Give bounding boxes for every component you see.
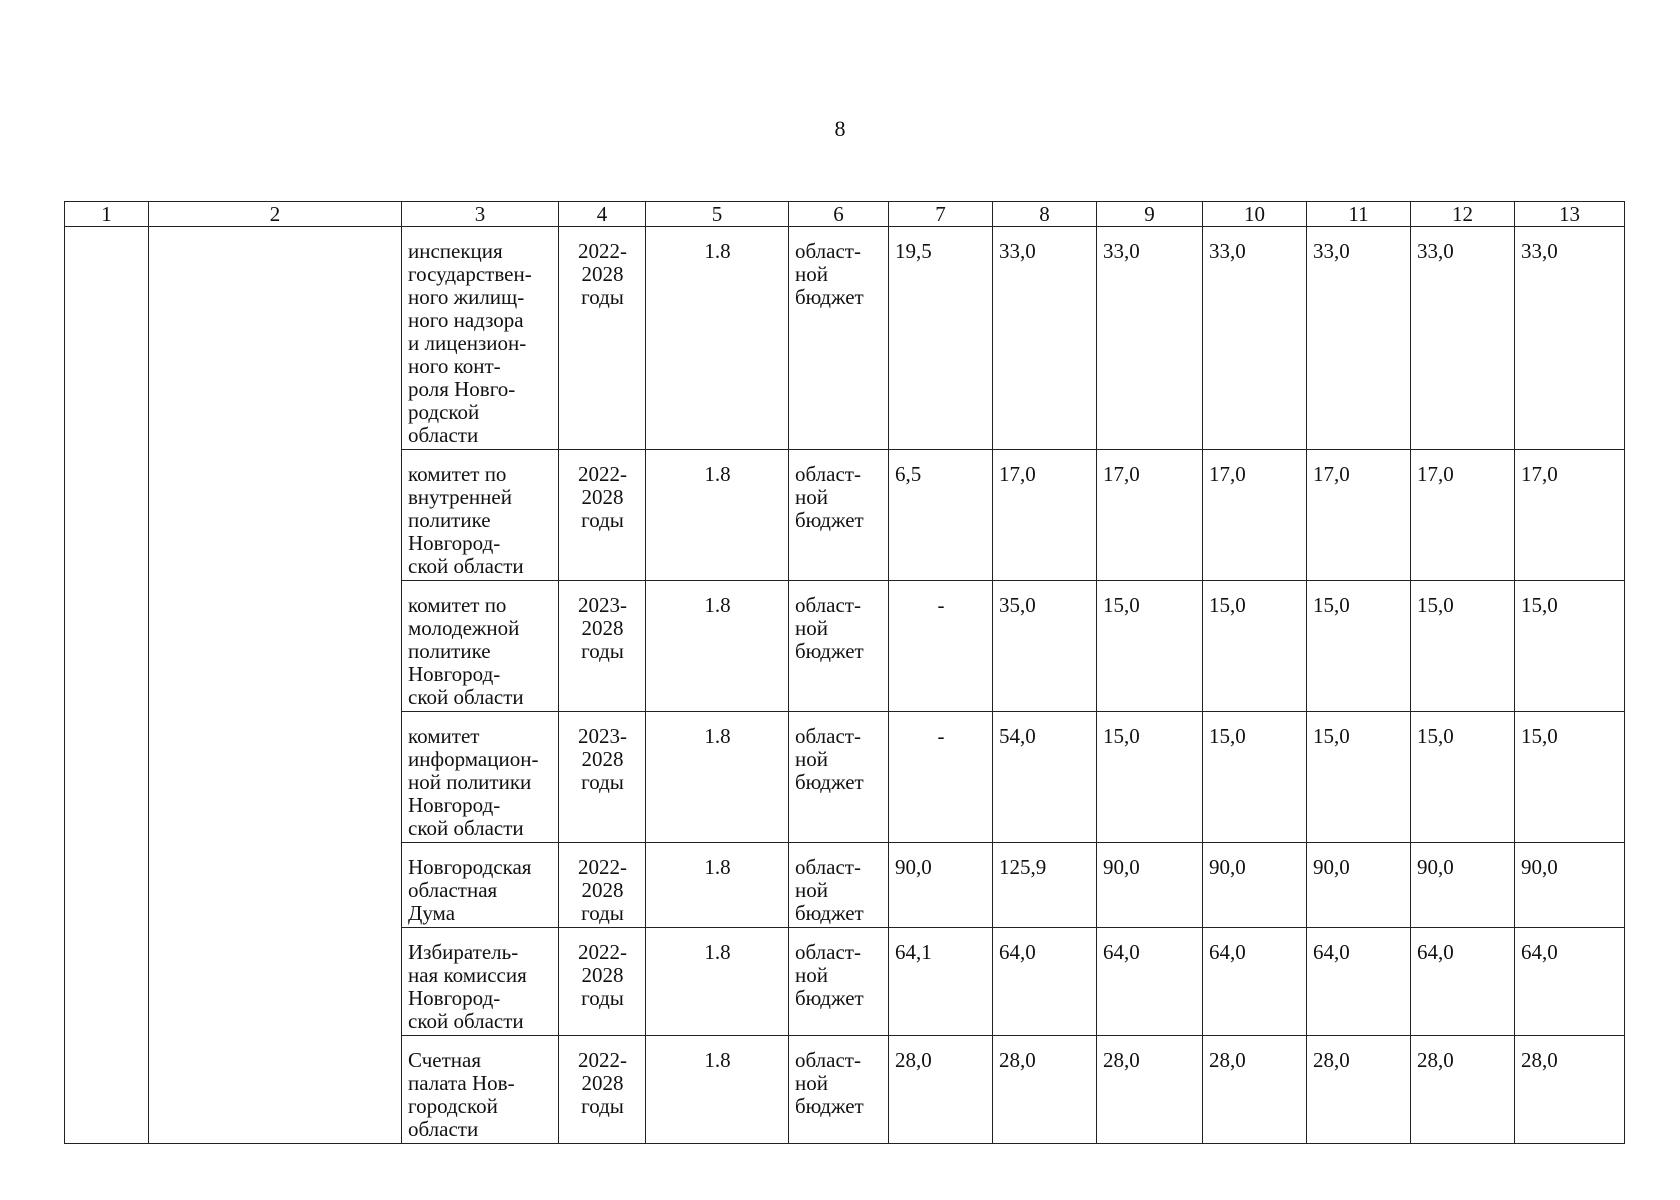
column-number: 5 [646, 202, 789, 227]
column-number: 12 [1411, 202, 1515, 227]
column-number: 8 [993, 202, 1097, 227]
value-cell: 15,0 [1307, 581, 1411, 712]
executor-cell [402, 581, 559, 712]
column-number: 3 [402, 202, 559, 227]
source-text: област- ной бюджет [795, 239, 864, 309]
value-cell: 17,0 [1097, 450, 1203, 581]
value-cell: 64,0 [1515, 928, 1625, 1036]
source-cell [789, 1036, 889, 1144]
column-number: 4 [559, 202, 646, 227]
value-cell: 35,0 [993, 581, 1097, 712]
value-cell: - [889, 581, 993, 712]
column-number-row [65, 202, 1625, 227]
value-cell: 33,0 [1203, 227, 1307, 450]
source-cell [789, 712, 889, 843]
table-row [65, 227, 1625, 450]
source-text: област- ной бюджет [795, 462, 864, 532]
source-text: област- ной бюджет [795, 855, 864, 925]
value-cell: 15,0 [1097, 581, 1203, 712]
value-cell: 33,0 [993, 227, 1097, 450]
period-cell [559, 1036, 646, 1144]
value-cell: 90,0 [1411, 843, 1515, 928]
value-cell: 15,0 [1203, 712, 1307, 843]
period-cell [559, 450, 646, 581]
budget-table [64, 201, 1625, 1144]
value-cell: 64,0 [1203, 928, 1307, 1036]
value-cell: 64,0 [1097, 928, 1203, 1036]
value-cell: 15,0 [1515, 712, 1625, 843]
source-cell [789, 928, 889, 1036]
value-cell: 64,1 [889, 928, 993, 1036]
value-cell: 28,0 [1411, 1036, 1515, 1144]
value-cell: 17,0 [1515, 450, 1625, 581]
executor-text: комитет по внутренней политике Новгород- ской области [408, 462, 524, 578]
period-text: 2022- 2028 годы [578, 940, 627, 1010]
target-cell: 1.8 [646, 581, 789, 712]
value-cell: 28,0 [1307, 1036, 1411, 1144]
column-number: 1 [65, 202, 149, 227]
value-cell: 28,0 [1203, 1036, 1307, 1144]
target-cell: 1.8 [646, 227, 789, 450]
column-number: 9 [1097, 202, 1203, 227]
period-cell [559, 581, 646, 712]
period-cell [559, 227, 646, 450]
source-text: област- ной бюджет [795, 593, 864, 663]
value-cell: 90,0 [1515, 843, 1625, 928]
column-number: 2 [149, 202, 402, 227]
value-cell: 17,0 [1307, 450, 1411, 581]
page-number: 8 [834, 116, 846, 141]
value-cell: 15,0 [1307, 712, 1411, 843]
column-number: 10 [1203, 202, 1307, 227]
value-cell: 19,5 [889, 227, 993, 450]
executor-cell [402, 843, 559, 928]
value-cell: 28,0 [889, 1036, 993, 1144]
source-cell [789, 581, 889, 712]
period-text: 2022- 2028 годы [578, 239, 627, 309]
executor-text: комитет по молодежной политике Новгород- ской области [408, 593, 524, 709]
value-cell: 33,0 [1097, 227, 1203, 450]
value-cell: 33,0 [1515, 227, 1625, 450]
executor-text: комитет информацион- ной политики Новгород- ской области [408, 724, 539, 840]
value-cell: 28,0 [1097, 1036, 1203, 1144]
value-cell: 64,0 [993, 928, 1097, 1036]
value-cell: 90,0 [1097, 843, 1203, 928]
value-cell: 17,0 [1411, 450, 1515, 581]
value-cell: 90,0 [1307, 843, 1411, 928]
value-cell: 90,0 [889, 843, 993, 928]
target-cell: 1.8 [646, 450, 789, 581]
value-cell: 33,0 [1411, 227, 1515, 450]
executor-text: Счетная палата Нов- городской области [408, 1048, 515, 1141]
executor-text: Избиратель- ная комиссия Новгород- ской области [408, 940, 527, 1033]
executor-cell [402, 450, 559, 581]
value-cell: 17,0 [1203, 450, 1307, 581]
target-cell: 1.8 [646, 843, 789, 928]
column-number: 7 [889, 202, 993, 227]
value-cell: 6,5 [889, 450, 993, 581]
column-number: 13 [1515, 202, 1625, 227]
target-cell: 1.8 [646, 928, 789, 1036]
source-text: област- ной бюджет [795, 940, 864, 1010]
value-cell: 125,9 [993, 843, 1097, 928]
source-cell [789, 450, 889, 581]
source-cell [789, 227, 889, 450]
executor-cell [402, 1036, 559, 1144]
period-cell [559, 843, 646, 928]
target-cell: 1.8 [646, 712, 789, 843]
value-cell: 90,0 [1203, 843, 1307, 928]
period-text: 2023- 2028 годы [578, 593, 627, 663]
executor-cell [402, 928, 559, 1036]
source-text: област- ной бюджет [795, 724, 864, 794]
merged-cell-col2 [149, 227, 402, 1144]
executor-text: инспекция государствен- ного жилищ- ного надзора и лицензион- ного конт- роля Новго- родской области [408, 239, 532, 447]
period-text: 2022- 2028 годы [578, 1048, 627, 1118]
value-cell: 15,0 [1515, 581, 1625, 712]
value-cell: 28,0 [1515, 1036, 1625, 1144]
value-cell: 64,0 [1307, 928, 1411, 1036]
value-cell: 15,0 [1411, 581, 1515, 712]
value-cell: - [889, 712, 993, 843]
value-cell: 15,0 [1411, 712, 1515, 843]
value-cell: 64,0 [1411, 928, 1515, 1036]
value-cell: 15,0 [1203, 581, 1307, 712]
column-number: 11 [1307, 202, 1411, 227]
value-cell: 17,0 [993, 450, 1097, 581]
value-cell: 15,0 [1097, 712, 1203, 843]
period-text: 2022- 2028 годы [578, 462, 627, 532]
target-cell: 1.8 [646, 1036, 789, 1144]
period-cell [559, 928, 646, 1036]
period-cell [559, 712, 646, 843]
period-text: 2023- 2028 годы [578, 724, 627, 794]
value-cell: 33,0 [1307, 227, 1411, 450]
executor-text: Новгородская областная Дума [408, 855, 532, 925]
merged-cell-col1 [65, 227, 149, 1144]
value-cell: 54,0 [993, 712, 1097, 843]
source-text: област- ной бюджет [795, 1048, 864, 1118]
executor-cell [402, 712, 559, 843]
source-cell [789, 843, 889, 928]
executor-cell [402, 227, 559, 450]
value-cell: 28,0 [993, 1036, 1097, 1144]
period-text: 2022- 2028 годы [578, 855, 627, 925]
column-number: 6 [789, 202, 889, 227]
